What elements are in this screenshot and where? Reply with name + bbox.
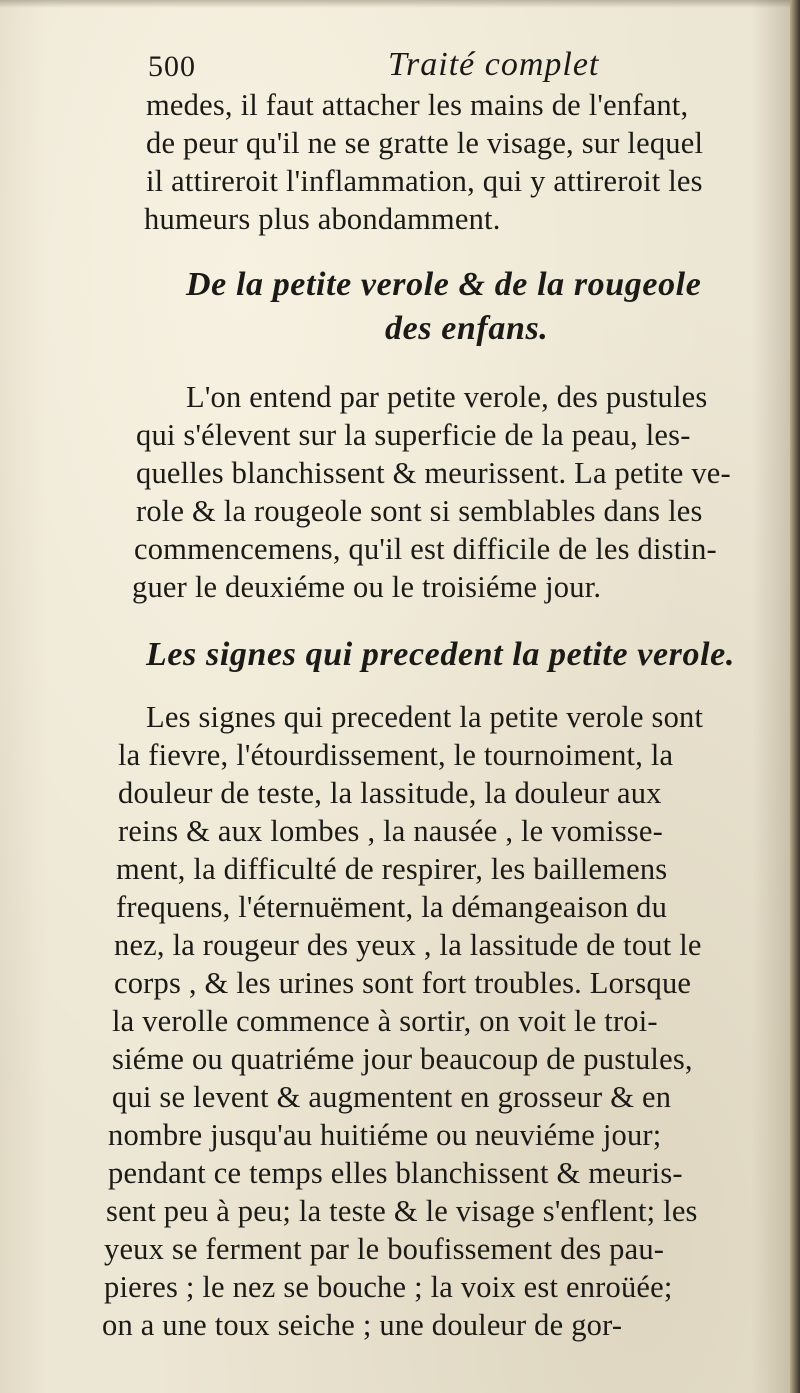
page-top-shadow <box>0 0 800 8</box>
page-binding-edge <box>790 0 800 1393</box>
text-line: la verolle commence à sortir, on voit le troi- <box>112 1004 658 1038</box>
text-line: frequens, l'éternuëment, la démangeaison du <box>116 890 668 924</box>
text-line: role & la rougeole sont si semblables dans les <box>136 494 703 528</box>
text-line: il attireroit l'inflammation, qui y attireroit les <box>146 164 703 198</box>
running-title: Traité complet <box>388 46 600 83</box>
text-line: sent peu à peu; la teste & le visage s'enflent; les <box>106 1194 698 1228</box>
section-heading-continued: des enfans. <box>385 310 549 347</box>
text-line: de peur qu'il ne se gratte le visage, sur lequel <box>146 126 704 160</box>
section-heading: Les signes qui precedent la petite verole. <box>146 636 735 673</box>
text-line: siéme ou quatriéme jour beaucoup de pustules, <box>112 1042 693 1076</box>
text-line: qui se levent & augmentent en grosseur & en <box>112 1080 672 1114</box>
text-line: quelles blanchissent & meurissent. La petite ve- <box>136 456 731 490</box>
text-line: nombre jusqu'au huitiéme ou neuviéme jour; <box>108 1118 662 1152</box>
text-line: douleur de teste, la lassitude, la douleur aux <box>118 776 662 810</box>
text-line: nez, la rougeur des yeux , la lassitude de tout le <box>114 928 702 962</box>
text-line: Les signes qui precedent la petite verole sont <box>146 700 704 734</box>
text-line: la fievre, l'étourdissement, le tournoiment, la <box>118 738 674 772</box>
text-line: ment, la difficulté de respirer, les baillemens <box>116 852 668 886</box>
text-line: yeux se ferment par le boufissement des pau- <box>104 1232 665 1266</box>
running-head <box>148 46 748 92</box>
text-line: L'on entend par petite verole, des pustules <box>186 380 708 414</box>
text-line: on a une toux seiche ; une douleur de gor- <box>102 1308 623 1342</box>
text-line: guer le deuxiéme ou le troisiéme jour. <box>132 570 602 604</box>
text-line: qui s'élevent sur la superficie de la peau, les- <box>136 418 691 452</box>
section-heading: De la petite verole & de la rougeole <box>186 266 702 303</box>
text-line: pendant ce temps elles blanchissent & meuris- <box>108 1156 683 1190</box>
page-number: 500 <box>148 50 196 83</box>
text-line: corps , & les urines sont fort troubles. Lorsque <box>114 966 692 1000</box>
text-line: pieres ; le nez se bouche ; la voix est enroüée; <box>104 1270 673 1304</box>
text-line: commencemens, qu'il est difficile de les distin- <box>134 532 717 566</box>
text-line: reins & aux lombes , la nausée , le vomisse- <box>118 814 663 848</box>
text-line: medes, il faut attacher les mains de l'enfant, <box>146 88 689 122</box>
text-line: humeurs plus abondamment. <box>144 202 501 236</box>
